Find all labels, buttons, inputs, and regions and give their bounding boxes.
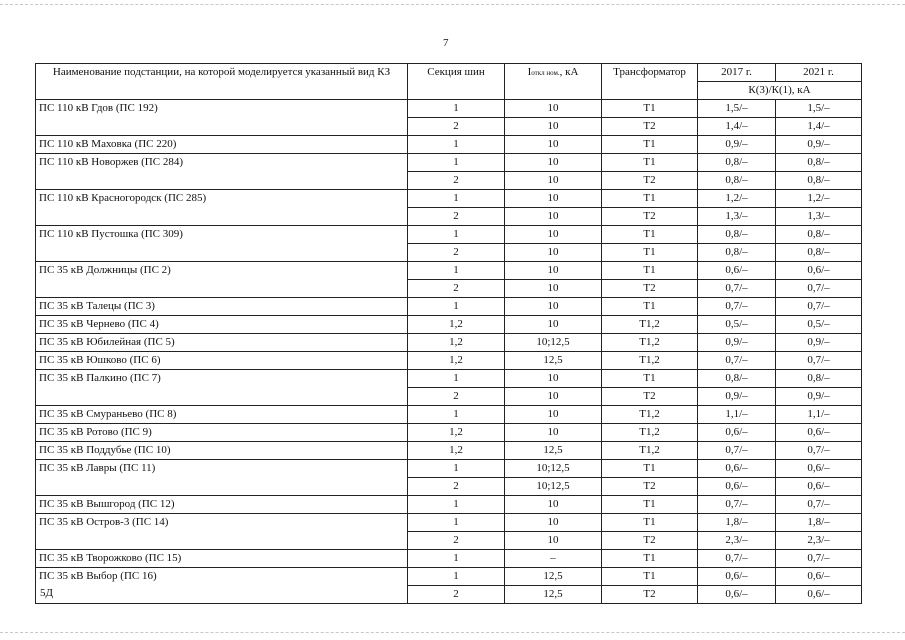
transformer-cell: Т1,2 bbox=[602, 334, 698, 352]
bus-section-cell: 1 bbox=[408, 136, 505, 154]
table-row bbox=[36, 460, 862, 478]
current-2017-cell: 1,3/– bbox=[698, 208, 776, 226]
current-2021-cell: 1,8/– bbox=[776, 514, 862, 532]
bus-section-cell: 1 bbox=[408, 190, 505, 208]
table-row bbox=[36, 496, 862, 514]
current-2017-cell: 2,3/– bbox=[698, 532, 776, 550]
bus-section-cell: 1,2 bbox=[408, 352, 505, 370]
header-current-symbol: I bbox=[527, 66, 532, 78]
breaking-current-cell: 10 bbox=[505, 532, 602, 550]
transformer-cell: Т2 bbox=[602, 532, 698, 550]
header-bus-section: Секция шин bbox=[408, 64, 505, 100]
substation-name-cell: ПС 110 кВ Маховка (ПС 220) bbox=[36, 136, 408, 154]
breaking-current-cell: 10 bbox=[505, 244, 602, 262]
transformer-cell: Т1 bbox=[602, 568, 698, 586]
footer-mark: 5Д bbox=[40, 587, 54, 599]
transformer-cell: Т2 bbox=[602, 208, 698, 226]
current-2017-cell: 0,8/– bbox=[698, 370, 776, 388]
bus-section-cell: 1 bbox=[408, 100, 505, 118]
bus-section-cell: 2 bbox=[408, 208, 505, 226]
current-2021-cell: 0,6/– bbox=[776, 460, 862, 478]
transformer-cell: Т2 bbox=[602, 172, 698, 190]
breaking-current-cell: 10 bbox=[505, 190, 602, 208]
table-row bbox=[36, 316, 862, 334]
table-row bbox=[36, 154, 862, 172]
bus-section-cell: 1 bbox=[408, 514, 505, 532]
transformer-cell: Т1 bbox=[602, 298, 698, 316]
bus-section-cell: 1 bbox=[408, 262, 505, 280]
current-2017-cell: 0,9/– bbox=[698, 388, 776, 406]
transformer-cell: Т1 bbox=[602, 136, 698, 154]
transformer-cell: Т1 bbox=[602, 496, 698, 514]
substation-name-cell: ПС 35 кВ Палкино (ПС 7) bbox=[36, 370, 408, 406]
breaking-current-cell: 10 bbox=[505, 496, 602, 514]
breaking-current-cell: 10 bbox=[505, 514, 602, 532]
breaking-current-cell: 10 bbox=[505, 424, 602, 442]
bus-section-cell: 2 bbox=[408, 172, 505, 190]
bus-section-cell: 1,2 bbox=[408, 334, 505, 352]
substation-name-cell: ПС 110 кВ Красногородск (ПС 285) bbox=[36, 190, 408, 226]
transformer-cell: Т2 bbox=[602, 118, 698, 136]
transformer-cell: Т1,2 bbox=[602, 352, 698, 370]
current-2017-cell: 0,6/– bbox=[698, 424, 776, 442]
current-2017-cell: 0,5/– bbox=[698, 316, 776, 334]
breaking-current-cell: 10 bbox=[505, 262, 602, 280]
transformer-cell: Т1 bbox=[602, 244, 698, 262]
breaking-current-cell: 10;12,5 bbox=[505, 334, 602, 352]
breaking-current-cell: 10 bbox=[505, 208, 602, 226]
bus-section-cell: 1 bbox=[408, 406, 505, 424]
short-circuit-table bbox=[35, 63, 862, 604]
breaking-current-cell: 10 bbox=[505, 172, 602, 190]
current-2017-cell: 1,5/– bbox=[698, 100, 776, 118]
transformer-cell: Т1,2 bbox=[602, 316, 698, 334]
bus-section-cell: 2 bbox=[408, 586, 505, 604]
breaking-current-cell: 10 bbox=[505, 100, 602, 118]
current-2021-cell: 0,5/– bbox=[776, 316, 862, 334]
breaking-current-cell: 12,5 bbox=[505, 586, 602, 604]
bus-section-cell: 1 bbox=[408, 568, 505, 586]
breaking-current-cell: 10 bbox=[505, 298, 602, 316]
current-2021-cell: 1,3/– bbox=[776, 208, 862, 226]
current-2021-cell: 0,9/– bbox=[776, 334, 862, 352]
transformer-cell: Т1 bbox=[602, 226, 698, 244]
table-row bbox=[36, 568, 862, 586]
header-year-2017: 2017 г. bbox=[698, 64, 776, 82]
transformer-cell: Т1 bbox=[602, 154, 698, 172]
current-2017-cell: 1,1/– bbox=[698, 406, 776, 424]
table-row bbox=[36, 424, 862, 442]
bus-section-cell: 2 bbox=[408, 532, 505, 550]
current-2017-cell: 0,6/– bbox=[698, 262, 776, 280]
substation-name-cell: ПС 35 кВ Творожково (ПС 15) bbox=[36, 550, 408, 568]
breaking-current-cell: 12,5 bbox=[505, 352, 602, 370]
substation-name-cell: ПС 35 кВ Юшково (ПС 6) bbox=[36, 352, 408, 370]
transformer-cell: Т2 bbox=[602, 280, 698, 298]
current-2021-cell: 1,1/– bbox=[776, 406, 862, 424]
current-2021-cell: 0,8/– bbox=[776, 244, 862, 262]
breaking-current-cell: 10;12,5 bbox=[505, 478, 602, 496]
table-row bbox=[36, 262, 862, 280]
current-2021-cell: 0,8/– bbox=[776, 154, 862, 172]
current-2021-cell: 0,6/– bbox=[776, 424, 862, 442]
substation-name-cell: ПС 35 кВ Поддубье (ПС 10) bbox=[36, 442, 408, 460]
current-2017-cell: 0,6/– bbox=[698, 460, 776, 478]
current-2021-cell: 0,8/– bbox=[776, 172, 862, 190]
current-2021-cell: 1,2/– bbox=[776, 190, 862, 208]
substation-name-cell: ПС 110 кВ Новоржев (ПС 284) bbox=[36, 154, 408, 190]
table-row bbox=[36, 334, 862, 352]
transformer-cell: Т1 bbox=[602, 190, 698, 208]
current-2021-cell: 0,7/– bbox=[776, 496, 862, 514]
transformer-cell: Т1 bbox=[602, 370, 698, 388]
table-row bbox=[36, 550, 862, 568]
current-2017-cell: 1,2/– bbox=[698, 190, 776, 208]
substation-name-cell: ПС 35 кВ Чернево (ПС 4) bbox=[36, 316, 408, 334]
breaking-current-cell: – bbox=[505, 550, 602, 568]
current-2017-cell: 0,8/– bbox=[698, 154, 776, 172]
current-2017-cell: 0,7/– bbox=[698, 550, 776, 568]
current-2021-cell: 1,5/– bbox=[776, 100, 862, 118]
current-2017-cell: 0,8/– bbox=[698, 172, 776, 190]
current-2021-cell: 1,4/– bbox=[776, 118, 862, 136]
bus-section-cell: 1,2 bbox=[408, 442, 505, 460]
bus-section-cell: 1,2 bbox=[408, 424, 505, 442]
current-2017-cell: 0,6/– bbox=[698, 568, 776, 586]
table-row bbox=[36, 100, 862, 118]
current-2021-cell: 0,6/– bbox=[776, 262, 862, 280]
breaking-current-cell: 10;12,5 bbox=[505, 460, 602, 478]
transformer-cell: Т2 bbox=[602, 478, 698, 496]
bus-section-cell: 1 bbox=[408, 460, 505, 478]
bus-section-cell: 2 bbox=[408, 244, 505, 262]
transformer-cell: Т1,2 bbox=[602, 424, 698, 442]
current-2021-cell: 0,6/– bbox=[776, 478, 862, 496]
current-2017-cell: 0,7/– bbox=[698, 280, 776, 298]
header-current-subscript: откл ном. bbox=[531, 69, 560, 77]
breaking-current-cell: 10 bbox=[505, 316, 602, 334]
transformer-cell: Т1 bbox=[602, 550, 698, 568]
current-2017-cell: 0,8/– bbox=[698, 226, 776, 244]
breaking-current-cell: 10 bbox=[505, 370, 602, 388]
breaking-current-cell: 12,5 bbox=[505, 442, 602, 460]
breaking-current-cell: 10 bbox=[505, 388, 602, 406]
current-2021-cell: 0,7/– bbox=[776, 280, 862, 298]
header-breaking-current bbox=[505, 64, 602, 100]
substation-name-cell: ПС 110 кВ Пустошка (ПС 309) bbox=[36, 226, 408, 262]
scan-edge-top bbox=[0, 4, 905, 6]
substation-name-cell: ПС 35 кВ Вышгород (ПС 12) bbox=[36, 496, 408, 514]
breaking-current-cell: 10 bbox=[505, 280, 602, 298]
substation-name-cell: ПС 110 кВ Гдов (ПС 192) bbox=[36, 100, 408, 136]
transformer-cell: Т1,2 bbox=[602, 442, 698, 460]
bus-section-cell: 1 bbox=[408, 226, 505, 244]
current-2021-cell: 0,9/– bbox=[776, 136, 862, 154]
current-2021-cell: 0,7/– bbox=[776, 442, 862, 460]
substation-name-cell: ПС 35 кВ Смураньево (ПС 8) bbox=[36, 406, 408, 424]
bus-section-cell: 2 bbox=[408, 388, 505, 406]
header-transformer: Трансформатор bbox=[602, 64, 698, 100]
table-row bbox=[36, 370, 862, 388]
current-2021-cell: 0,8/– bbox=[776, 370, 862, 388]
current-2017-cell: 0,7/– bbox=[698, 352, 776, 370]
table-row bbox=[36, 298, 862, 316]
bus-section-cell: 2 bbox=[408, 118, 505, 136]
table-row bbox=[36, 352, 862, 370]
table-row bbox=[36, 442, 862, 460]
current-2017-cell: 0,9/– bbox=[698, 334, 776, 352]
table-row bbox=[36, 514, 862, 532]
page-number: 7 bbox=[443, 37, 449, 49]
scan-edge-bottom bbox=[0, 632, 905, 634]
current-2021-cell: 0,7/– bbox=[776, 550, 862, 568]
header-current-ratio: К(3)/К(1), кА bbox=[698, 82, 862, 100]
current-2017-cell: 0,7/– bbox=[698, 496, 776, 514]
table-row bbox=[36, 190, 862, 208]
current-2021-cell: 0,8/– bbox=[776, 226, 862, 244]
current-2017-cell: 0,9/– bbox=[698, 136, 776, 154]
table-row bbox=[36, 136, 862, 154]
breaking-current-cell: 10 bbox=[505, 118, 602, 136]
transformer-cell: Т1 bbox=[602, 262, 698, 280]
bus-section-cell: 1 bbox=[408, 154, 505, 172]
breaking-current-cell: 10 bbox=[505, 226, 602, 244]
substation-name-cell: ПС 35 кВ Талецы (ПС 3) bbox=[36, 298, 408, 316]
current-2021-cell: 0,7/– bbox=[776, 298, 862, 316]
header-substation-name: Наименование подстанции, на которой моделируется указанный вид КЗ bbox=[36, 64, 408, 100]
current-2021-cell: 0,6/– bbox=[776, 568, 862, 586]
current-2017-cell: 0,7/– bbox=[698, 442, 776, 460]
table-row bbox=[36, 226, 862, 244]
current-2017-cell: 1,8/– bbox=[698, 514, 776, 532]
transformer-cell: Т1 bbox=[602, 100, 698, 118]
transformer-cell: Т1 bbox=[602, 460, 698, 478]
current-2017-cell: 0,8/– bbox=[698, 244, 776, 262]
breaking-current-cell: 10 bbox=[505, 154, 602, 172]
substation-name-cell: ПС 35 кВ Лавры (ПС 11) bbox=[36, 460, 408, 496]
substation-name-cell: ПС 35 кВ Ротово (ПС 9) bbox=[36, 424, 408, 442]
substation-name-cell: ПС 35 кВ Выбор (ПС 16) bbox=[36, 568, 408, 604]
bus-section-cell: 1 bbox=[408, 370, 505, 388]
transformer-cell: Т1,2 bbox=[602, 406, 698, 424]
breaking-current-cell: 10 bbox=[505, 136, 602, 154]
current-2017-cell: 0,6/– bbox=[698, 478, 776, 496]
current-2017-cell: 0,6/– bbox=[698, 586, 776, 604]
bus-section-cell: 1,2 bbox=[408, 316, 505, 334]
current-2021-cell: 0,6/– bbox=[776, 586, 862, 604]
substation-name-cell: ПС 35 кВ Остров-3 (ПС 14) bbox=[36, 514, 408, 550]
breaking-current-cell: 12,5 bbox=[505, 568, 602, 586]
table-row bbox=[36, 406, 862, 424]
current-2021-cell: 0,9/– bbox=[776, 388, 862, 406]
breaking-current-cell: 10 bbox=[505, 406, 602, 424]
bus-section-cell: 1 bbox=[408, 298, 505, 316]
current-2017-cell: 1,4/– bbox=[698, 118, 776, 136]
current-2021-cell: 2,3/– bbox=[776, 532, 862, 550]
header-year-2021: 2021 г. bbox=[776, 64, 862, 82]
header-current-unit: , кА bbox=[559, 66, 579, 78]
table-header-row bbox=[36, 64, 862, 82]
bus-section-cell: 2 bbox=[408, 280, 505, 298]
bus-section-cell: 1 bbox=[408, 496, 505, 514]
transformer-cell: Т2 bbox=[602, 388, 698, 406]
bus-section-cell: 1 bbox=[408, 550, 505, 568]
transformer-cell: Т1 bbox=[602, 514, 698, 532]
substation-name-cell: ПС 35 кВ Должницы (ПС 2) bbox=[36, 262, 408, 298]
transformer-cell: Т2 bbox=[602, 586, 698, 604]
bus-section-cell: 2 bbox=[408, 478, 505, 496]
substation-name-cell: ПС 35 кВ Юбилейная (ПС 5) bbox=[36, 334, 408, 352]
current-2021-cell: 0,7/– bbox=[776, 352, 862, 370]
current-2017-cell: 0,7/– bbox=[698, 298, 776, 316]
